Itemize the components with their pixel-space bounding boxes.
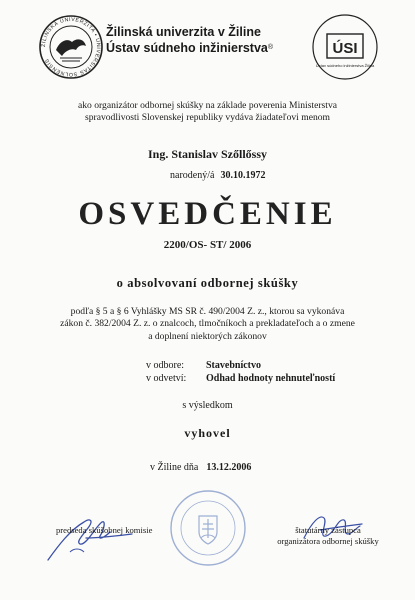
svg-text:ŽILINSKÁ UNIVERZITA • UNIVERSI: ŽILINSKÁ UNIVERZITA • UNIVERSITAS SOLNENSIS <box>40 16 102 78</box>
chairman-signature-label: predseda skúšobnej komisie <box>56 525 153 535</box>
institute-name: Ústav súdneho inžinierstva® <box>106 41 274 55</box>
birth-date-line <box>170 170 265 181</box>
university-seal-icon <box>38 14 104 80</box>
svg-text:ÚSI: ÚSI <box>332 40 358 57</box>
born-label: narodený/á <box>170 170 215 181</box>
certificate-number: 2200/OS- ST/ 2006 <box>163 239 252 251</box>
legal-basis: podľa § 5 a § 6 Vyhlášky MS SR č. 490/2004 Z. z., ktorou sa vykonáva zákon č. 382/2004 Z. z. o znalcoch, tlmočníkoch a prekladateľoch a o zmene a doplnení niektorých zákonov <box>60 306 355 342</box>
issue-place: v Žiline dňa <box>150 462 199 473</box>
certificate-title: OSVEDČENIE <box>78 196 337 232</box>
header-title <box>106 24 273 56</box>
field-value: Stavebníctvo <box>206 360 261 371</box>
holder-name: Ing. Stanislav Szőllőssy <box>147 147 268 161</box>
certificate-subtitle: o absolvovaní odbornej skúšky <box>116 276 299 290</box>
result-label: s výsledkom <box>182 400 233 411</box>
usi-logo-icon <box>310 12 380 82</box>
svg-text:Ústav súdneho inžinierstva Žil: Ústav súdneho inžinierstva Žilina <box>315 63 375 68</box>
issue-line <box>150 462 251 473</box>
field-label: v odbore: <box>146 360 185 371</box>
representative-signature-label: štatutárny zástupca organizátora odbornej skúšky <box>277 525 379 546</box>
born-date: 30.10.1972 <box>220 170 266 181</box>
chairman-signature-icon <box>40 508 153 568</box>
branch-value: Odhad hodnoty nehnuteľností <box>206 373 336 384</box>
issue-date: 13.12.2006 <box>206 462 252 473</box>
university-name: Žilinská univerzita v Žiline <box>106 25 261 39</box>
branch-label: v odvetví: <box>146 373 187 384</box>
intro-text: ako organizátor odbornej skúšky na základe poverenia Ministerstva spravodlivosti Slovenskej republiky vydáva žiadateľovi menom <box>77 100 338 123</box>
official-stamp-icon <box>168 488 248 568</box>
result-value: vyhovel <box>184 426 231 440</box>
